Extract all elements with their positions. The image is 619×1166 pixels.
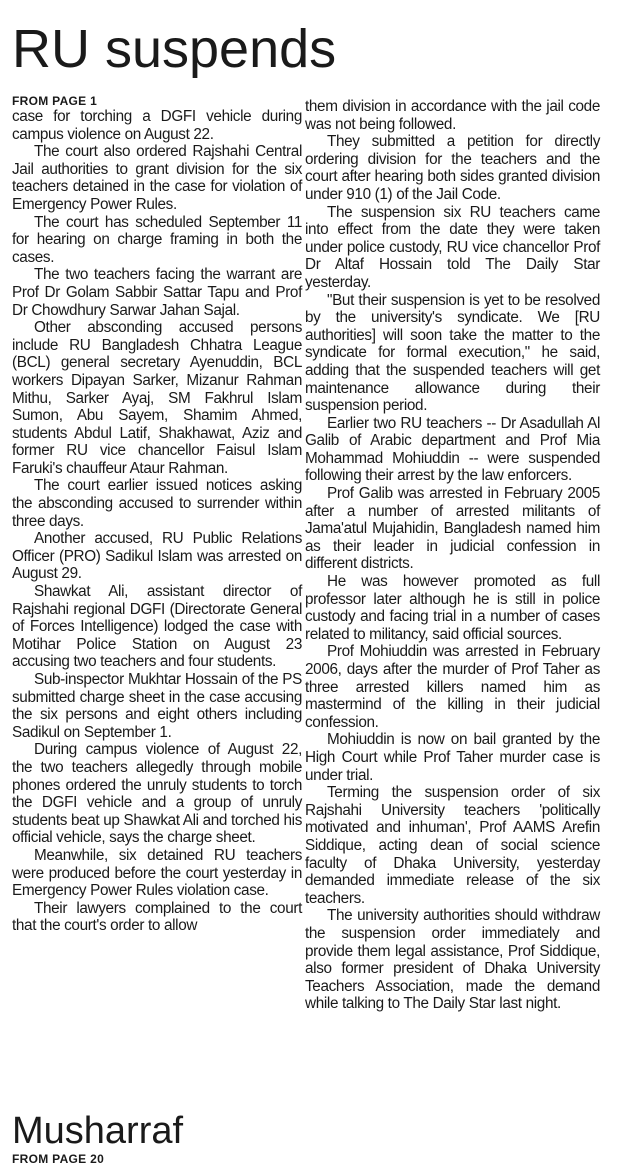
- paragraph: Other absconding accused persons include RU Bangladesh Chhatra League (BCL) general secretary Ayenuddin, BCL workers Dipayan Sarker, Mizanur Rahman Mithu, Sarker Ayaj, SM Fakhrul Islam Sumon, Abu Sayem, Shamim Ahmed, students Abdul Latif, Shakhawat, Aziz and former RU vice chancellor Faisul Islam Faruki's chauffeur Ataur Rahman.: [12, 319, 302, 477]
- article-column-left: [12, 94, 302, 935]
- paragraph: Mohiuddin is now on bail granted by the High Court while Prof Taher murder case is under trial.: [305, 731, 600, 784]
- paragraph: Earlier two RU teachers -- Dr Asadullah Al Galib of Arabic department and Prof Mia Mohammad Mohiuddin -- were suspended following their arrest by the law enforcers.: [305, 414, 600, 485]
- continuation-kicker: FROM PAGE 1: [12, 94, 98, 108]
- paragraph: Terming the suspension order of six Rajshahi University teachers 'politically motivated and inhuman', Prof AAMS Arefin Siddique, acting dean of social science faculty of Dhaka University, yesterday demanded immediate release of the six teachers.: [305, 784, 600, 907]
- paragraph: They submitted a petition for directly ordering division for the teachers and the court after hearing both sides granted division under 910 (1) of the Jail Code.: [305, 133, 600, 203]
- paragraph: Their lawyers complained to the court that the court's order to allow: [12, 899, 302, 935]
- paragraph: The court also ordered Rajshahi Central Jail authorities to grant division for the six teachers detained in the case for violation of Emergency Power Rules.: [12, 143, 302, 213]
- paragraph: The court has scheduled September 11 for hearing on charge framing in both the cases.: [12, 213, 302, 266]
- paragraph: The university authorities should withdraw the suspension order immediately and provide them legal assistance, Prof Siddique, also former president of Dhaka University Teachers Association, made the demand while talking to The Daily Star last night.: [305, 907, 600, 1013]
- paragraph: Prof Mohiuddin was arrested in February 2006, days after the murder of Prof Taher as three arrested killers named him as mastermind of the killing in their judicial confession.: [305, 643, 600, 731]
- paragraph: Sub-inspector Mukhtar Hossain of the PS submitted charge sheet in the case accusing the six persons and eight others including Sadikul on September 1.: [12, 671, 302, 741]
- paragraph: The suspension six RU teachers came into effect from the date they were taken under police custody, RU vice chancellor Prof Dr Altaf Hossain told The Daily Star yesterday.: [305, 203, 600, 291]
- paragraph: Shawkat Ali, assistant director of Rajshahi regional DGFI (Directorate General of Forces Intelligence) lodged the case with Motihar Police Station on August 23 accusing two teachers and four students.: [12, 583, 302, 671]
- paragraph: them division in accordance with the jail code was not being followed.: [305, 98, 600, 133]
- next-article-kicker: FROM PAGE 20: [12, 1152, 105, 1166]
- paragraph: Prof Galib was arrested in February 2005 after a number of arrested militants of Jama'atul Mujahidin, Bangladesh named him as their leader in judicial confession in different districts.: [305, 485, 600, 573]
- paragraph: He was however promoted as full professor later although he is still in police custody and facing trial in a number of cases related to militancy, said official sources.: [305, 573, 600, 643]
- paragraph: Meanwhile, six detained RU teachers were produced before the court yesterday in Emergency Power Rules violation case.: [12, 846, 302, 900]
- paragraph: case for torching a DGFI vehicle during campus violence on August 22.: [12, 108, 302, 143]
- article-headline: RU suspends: [12, 19, 337, 79]
- paragraph: "But their suspension is yet to be resolved by the university's syndicate. We [RU authorities] will soon take the matter to the syndicate for formal execution," he said, adding that the suspended teachers will get maintenance allowance during their suspension period.: [305, 291, 600, 415]
- paragraph: During campus violence of August 22, the two teachers allegedly through mobile phones ordered the unruly students to torch the DGFI vehicle and a group of unruly students beat up Shawkat Ali and torched his official vehicle, says the charge sheet.: [12, 741, 302, 847]
- paragraph: The court earlier issued notices asking the absconding accused to surrender within three days.: [12, 477, 302, 530]
- paragraph: Another accused, RU Public Relations Officer (PRO) Sadikul Islam was arrested on August 29.: [12, 530, 302, 583]
- article-column-right: [305, 98, 600, 1013]
- next-article-headline: Musharraf: [12, 1110, 184, 1152]
- paragraph: The two teachers facing the warrant are Prof Dr Golam Sabbir Sattar Tapu and Prof Dr Chowdhury Sarwar Jahan Sajal.: [12, 266, 302, 319]
